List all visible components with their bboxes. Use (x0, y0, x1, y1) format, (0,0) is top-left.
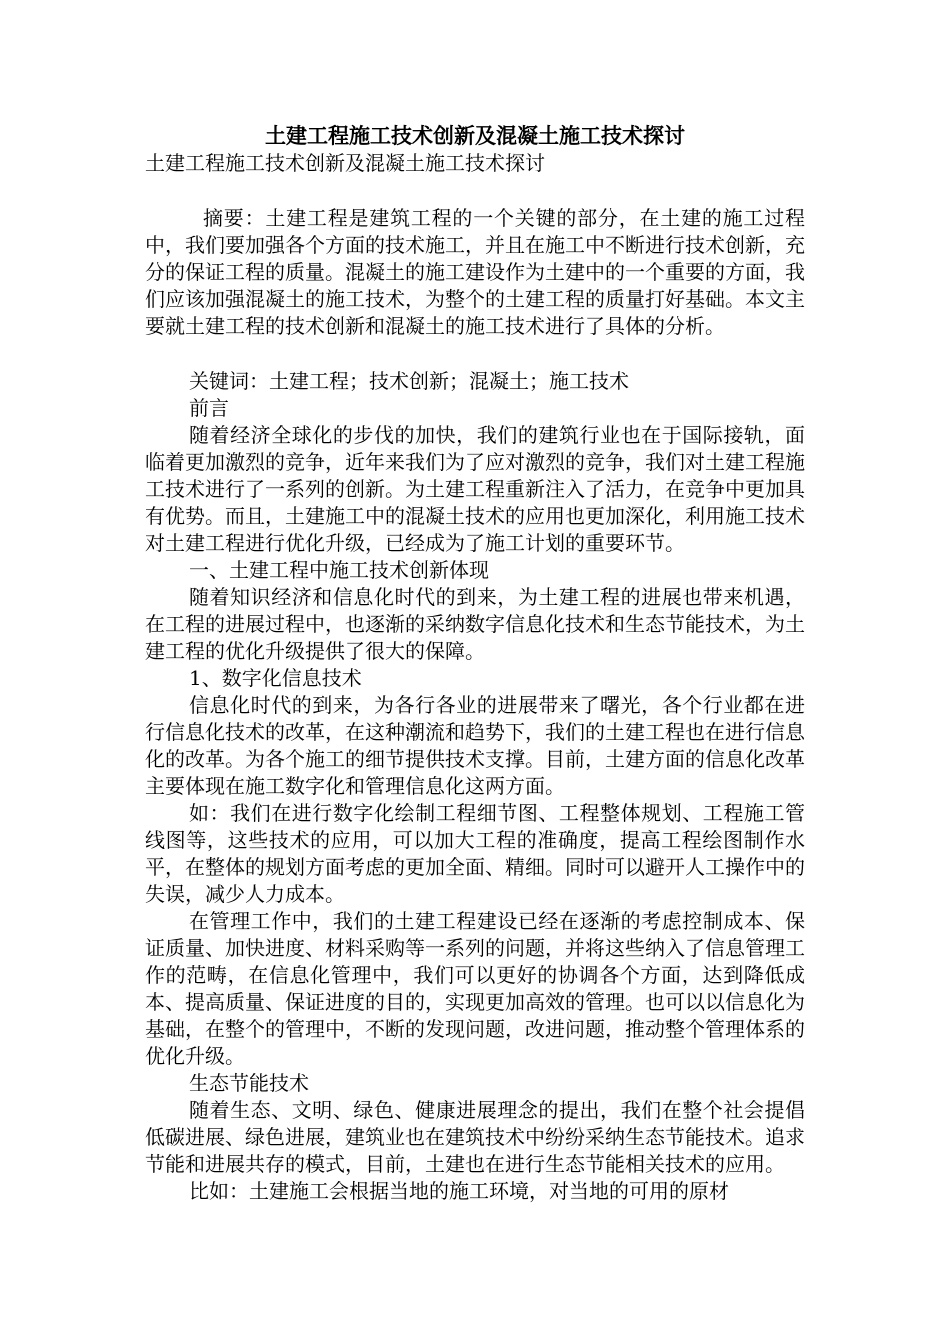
section1-paragraph: 随着知识经济和信息化时代的到来，为土建工程的进展也带来机遇，在工程的进展过程中，也逐渐的采纳数字信息化技术和生态节能技术，为土建工程的优化升级提供了很大的保障。 (145, 585, 805, 663)
sub1-heading: 1、数字化信息技术 (189, 666, 362, 690)
spacer (145, 177, 805, 205)
document-body (145, 122, 805, 1205)
abstract-paragraph: 摘要：土建工程是建筑工程的一个关键的部分，在土建的施工过程中，我们要加强各个方面的技术施工，并且在施工中不断进行技术创新，充分的保证工程的质量。混凝土的施工建设作为土建中的一个重要的方面，我们应该加强混凝土的施工技术，为整个的土建工程的质量打好基础。本文主要就土建工程的技术创新和混凝土的施工技术进行了具体的分析。 (145, 206, 805, 338)
spacer (145, 340, 805, 368)
preface-heading: 前言 (189, 396, 229, 420)
sub2-heading: 生态节能技术 (189, 1071, 309, 1095)
section1-heading: 一、土建工程中施工技术创新体现 (189, 558, 489, 582)
document-subtitle: 土建工程施工技术创新及混凝土施工技术探讨 (145, 151, 545, 175)
keywords-line: 关键词：土建工程；技术创新；混凝土；施工技术 (189, 369, 629, 393)
preface-paragraph: 随着经济全球化的步伐的加快，我们的建筑行业也在于国际接轨，面临着更加激烈的竞争，近年来我们为了应对激烈的竞争，我们对土建工程施工技术进行了一系列的创新。为土建工程重新注入了活力，在竞争中更加具有优势。而且，土建施工中的混凝土技术的应用也更加深化，利用施工技术对土建工程进行优化升级，已经成为了施工计划的重要环节。 (145, 423, 805, 555)
sub1-paragraph-2: 如：我们在进行数字化绘制工程细节图、工程整体规划、工程施工管线图等，这些技术的应用，可以加大工程的准确度，提高工程绘图制作水平，在整体的规划方面考虑的更加全面、精细。同时可以避开人工操作中的失误，减少人力成本。 (145, 801, 805, 906)
sub1-paragraph-3: 在管理工作中，我们的土建工程建设已经在逐渐的考虑控制成本、保证质量、加快进度、材料采购等一系列的问题，并将这些纳入了信息管理工作的范畴，在信息化管理中，我们可以更好的协调各个方面，达到降低成本、提高质量、保证进度的目的，实现更加高效的管理。也可以以信息化为基础，在整个的管理中，不断的发现问题，改进问题，推动整个管理体系的优化升级。 (145, 909, 805, 1068)
sub2-paragraph-1: 随着生态、文明、绿色、健康进展理念的提出，我们在整个社会提倡低碳进展、绿色进展，建筑业也在建筑技术中纷纷采纳生态节能技术。追求节能和进展共存的模式，目前，土建也在进行生态节能相关技术的应用。 (145, 1098, 805, 1176)
sub2-paragraph-2: 比如：土建施工会根据当地的施工环境，对当地的可用的原材 (189, 1179, 729, 1203)
document-title: 土建工程施工技术创新及混凝土施工技术探讨 (265, 123, 685, 148)
sub1-paragraph-1: 信息化时代的到来，为各行各业的进展带来了曙光，各个行业都在进行信息化技术的改革，在这种潮流和趋势下，我们的土建工程也在进行信息化的改革。为各个施工的细节提供技术支撑。目前，土建方面的信息化改革主要体现在施工数字化和管理信息化这两方面。 (145, 693, 805, 798)
